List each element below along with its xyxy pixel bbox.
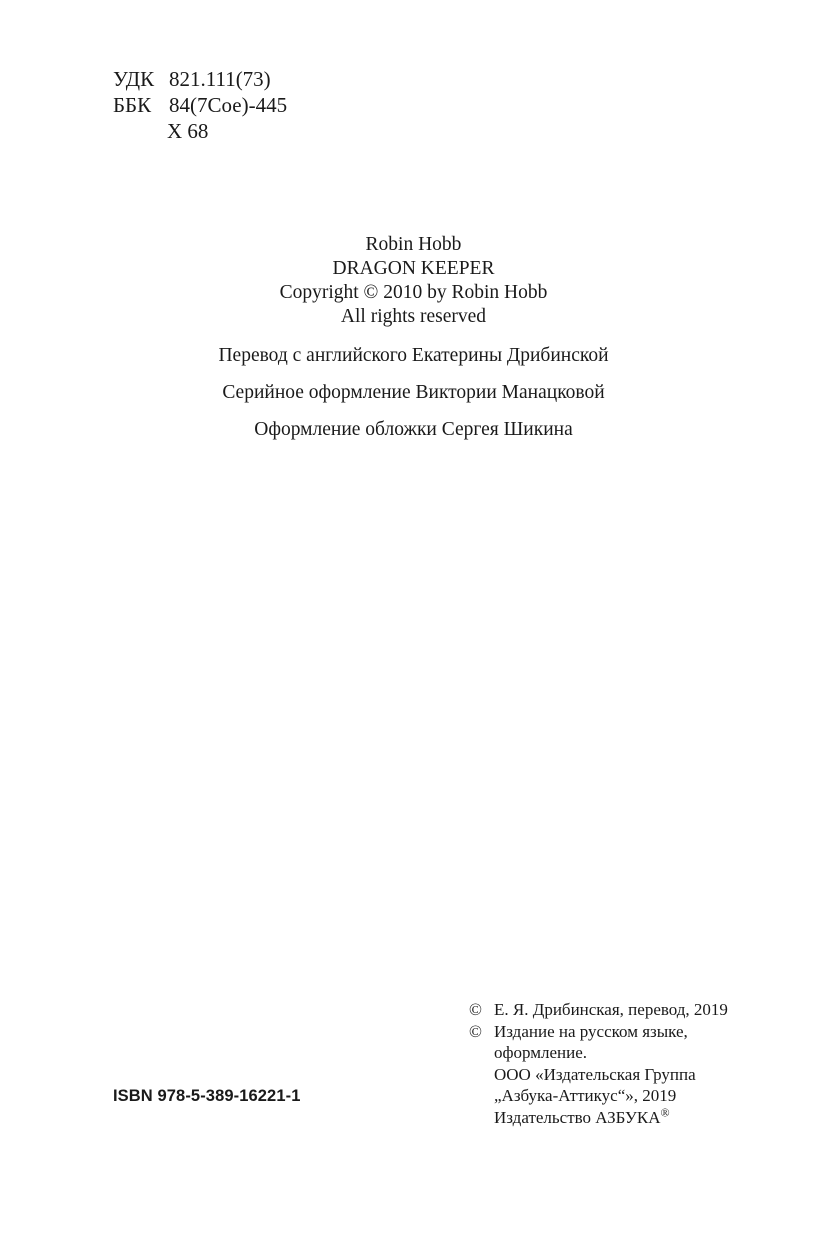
bbk-row bbox=[113, 92, 287, 118]
edition-copyright-line4: „Азбука-Аттикус“», 2019 bbox=[494, 1086, 677, 1105]
isbn-number: ISBN 978-5-389-16221-1 bbox=[113, 1087, 301, 1105]
original-title: DRAGON KEEPER bbox=[332, 258, 495, 279]
copyright-symbol: © bbox=[469, 1000, 482, 1019]
bbk-label: ББК bbox=[113, 93, 152, 117]
bbk-value: 84(7Сое)-445 bbox=[169, 93, 288, 117]
edition-copyright-line1: Издание на русском языке, bbox=[494, 1021, 688, 1041]
original-copyright: Copyright © 2010 by Robin Hobb bbox=[279, 282, 548, 303]
library-classification bbox=[113, 66, 287, 144]
udk-row bbox=[113, 66, 287, 92]
series-design-credit: Серийное оформление Виктории Манацковой bbox=[222, 382, 605, 403]
copyright-symbol: © bbox=[469, 1021, 482, 1041]
edition-copyright-line3: ООО «Издательская Группа bbox=[494, 1064, 696, 1084]
translation-copyright-row bbox=[469, 999, 728, 1021]
rights-reserved: All rights reserved bbox=[340, 306, 487, 327]
edition-staff-credits bbox=[0, 344, 827, 455]
translation-copyright: Е. Я. Дрибинская, перевод, 2019 bbox=[494, 1000, 728, 1019]
udk-value: 821.111(73) bbox=[169, 67, 271, 91]
publisher-name: Издательство АЗБУКА bbox=[494, 1107, 661, 1127]
original-edition-credits bbox=[0, 233, 827, 329]
cover-design-credit: Оформление обложки Сергея Шикина bbox=[254, 419, 573, 440]
publisher-line bbox=[469, 1104, 728, 1129]
edition-copyright-row bbox=[469, 1021, 728, 1043]
edition-copyright-line2: оформление. bbox=[494, 1043, 588, 1062]
author-mark-row bbox=[113, 118, 287, 144]
author-mark: Х 68 bbox=[167, 119, 209, 143]
translator-credit: Перевод с английского Екатерины Дрибинской bbox=[218, 345, 609, 366]
original-author: Robin Hobb bbox=[365, 234, 462, 255]
registered-trademark: ® bbox=[660, 1104, 670, 1119]
udk-label: УДК bbox=[113, 67, 155, 91]
copyright-notices bbox=[469, 999, 728, 1128]
